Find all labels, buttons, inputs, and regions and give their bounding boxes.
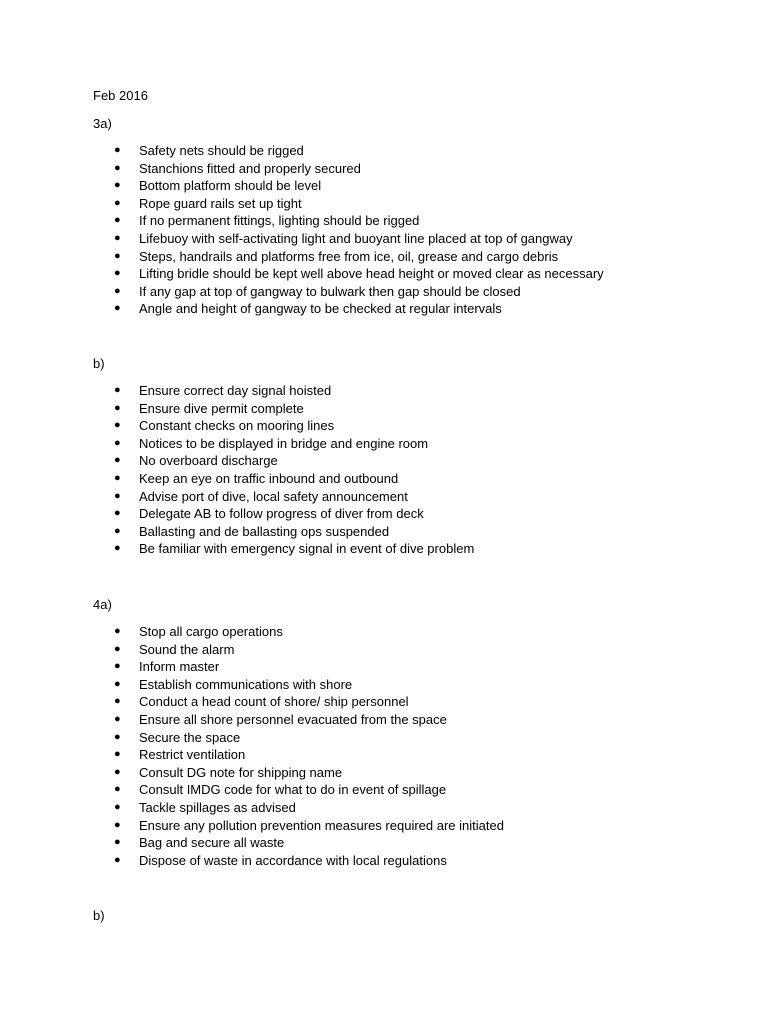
bullet-icon: ● — [114, 836, 121, 849]
bullet-icon: ● — [114, 267, 121, 280]
bullet-icon: ● — [114, 284, 121, 297]
bullet-icon: ● — [114, 144, 121, 156]
bullet-icon: ● — [114, 800, 121, 813]
bullet-icon: ● — [114, 161, 121, 174]
bullet-icon: ● — [114, 660, 121, 673]
document-page: Feb 2016 3a) ● Safety nets should be rigged ● Stanchions fitted and properly secured ● Bottom platform should be level ● Rope guard rails set up tight ● If no permanent fittings, lighting should be rigged ● Lifebuoy with self-activating light and buoyant line placed at top of gangway ● Steps, handrails and platforms free from ice, oil, grease and cargo debris ● Lifting bridle should be kept well above head height or moved clear as necessary ● If any gap at top of gangway to bulwark then gap should be closed ● Angle and height of gangway to be checked at regular intervals b) ● Ensure correct day signal hoisted ● Ensure dive permit complete ● Constant checks on mooring lines ● Notices to be displayed in bridge and engine room ● No overboard discharge ● Keep an eye on traffic inbound and outbound ● Advise port of dive, local safety announcement ● Delegate AB to follow progress of diver from deck ● Ballasting and de ballasting ops suspended ● Be familiar with emergency signal in event of dive problem 4a) ● Stop all cargo operations ● Sound the alarm ● Inform master ● Establish communications with shore ● Conduct a head count of shore/ ship personnel ● Ensure all shore personnel evacuated from the space ● Secure the space ● Restrict ventilation ● Consult DG note for shipping name ● Consult IMDG code for what to do in event of spillage ● Tackle spillages as advised ● Ensure any pollution prevention measures required are initiated ● Bag and secure all waste ● Dispose of waste in accordance with local regulations b) — [93, 88, 604, 923]
bullet-icon: ● — [114, 179, 121, 192]
bullet-icon: ● — [114, 419, 121, 432]
bullet-icon: ● — [114, 231, 121, 244]
bullet-icon: ● — [114, 730, 121, 743]
section-label-3b: b) — [93, 356, 105, 371]
bullet-icon: ● — [114, 642, 121, 655]
bullet-icon: ● — [114, 302, 121, 315]
bullet-icon: ● — [114, 765, 121, 778]
bullet-icon: ● — [114, 507, 121, 520]
bullet-icon: ● — [114, 818, 121, 831]
bullet-icon: ● — [114, 625, 121, 637]
bullet-icon: ● — [114, 214, 121, 227]
bullet-icon: ● — [114, 384, 121, 396]
bullet-icon: ● — [114, 454, 121, 467]
section-label-3a: 3a) — [93, 116, 112, 131]
bullet-icon: ● — [114, 695, 121, 708]
bullet-icon: ● — [114, 712, 121, 725]
bullet-icon: ● — [114, 783, 121, 796]
bullet-icon: ● — [114, 489, 121, 502]
bullet-icon: ● — [114, 401, 121, 414]
bullet-icon: ● — [114, 542, 121, 555]
bullet-icon: ● — [114, 677, 121, 690]
bullet-icon: ● — [114, 524, 121, 537]
section-label-4a: 4a) — [93, 597, 112, 612]
document-date: Feb 2016 — [93, 88, 148, 103]
bullet-icon: ● — [114, 436, 121, 449]
bullet-icon: ● — [114, 471, 121, 484]
bullet-icon: ● — [114, 196, 121, 209]
bullet-icon: ● — [114, 748, 121, 761]
bullet-icon: ● — [114, 249, 121, 262]
bullet-icon: ● — [114, 853, 121, 866]
section-label-4b: b) — [93, 908, 105, 923]
